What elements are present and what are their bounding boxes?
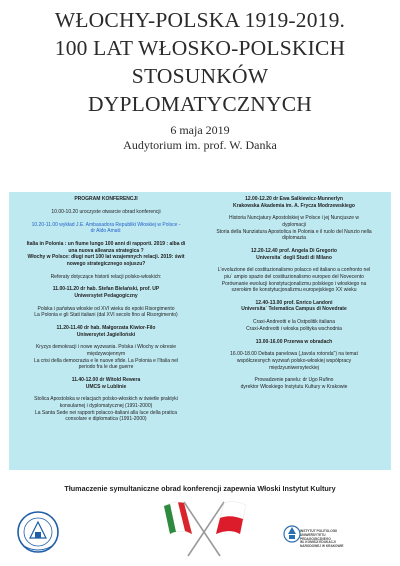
program-line: Kryzys demokracji i nowe wyzwania. Polska i Włochy w okresie [35,344,177,351]
program-line: Włochy w Polsce: długi nurt 100 lat wzajemnych relacji. 2019: świt [27,254,185,261]
institute-logo-line: INSTYTUT POLITOLOGII [300,529,337,533]
program-item [203,319,385,332]
program-item [203,267,385,293]
program-line: Historia Nuncjatury Apostolskiej w Polsce i jej Nuncjusze w [228,215,360,222]
program-line: Craxi-Andreotti e la Ostpolitik italiana [253,319,335,326]
program-item [203,248,385,261]
event-date: 6 maja 2019 [170,123,230,137]
event-venue: Audytorium im. prof. W. Danka [123,138,277,152]
program-line: Uniwersytet Jagielloński [76,331,136,338]
program-line: Polska i państwa włoskie od XVI wieku do epoki Risorgimento [37,305,175,312]
institute-logo-line: IM. KOMISJI EDUKACJI NARODOWEJ W KRAKOWIE [300,540,344,549]
program-line: międzywojennym [86,351,126,357]
program-line: una nuova alleanza strategica ? [68,247,144,254]
program-item: Referaty dotyczące historii relacji polsko-włoskich: [50,273,162,280]
title-line-1: WŁOCHY-POLSKA 1919-2019. [54,8,346,32]
program-line: Stolica Apostolska w relacjach polsko-włoskich w świetle praktyki [34,396,178,403]
program-item [203,351,385,371]
university-emblem-logo [14,508,62,556]
program-item [15,286,197,299]
program-line: consolare e diplomatica (1991-2000) [65,416,147,423]
program-line: Porównanie ewolucji konstytucjonalizmu polskiego i włoskiego na [221,280,367,287]
program-line: 12.40-13.00 prof. Enrico Landoni [255,299,333,306]
program-item [203,215,385,241]
program-line: L'evoluzione del costituzionalismo polacco ed italiano a confronto nel [217,267,371,274]
program-line: Krakowska Akademia im. A. Frycza Modrzewskiego [233,202,355,209]
program-item [15,344,197,370]
title-line-2: 100 LAT WŁOSKO-POLSKICH [54,36,346,60]
institute-logo-text [300,530,352,549]
program-line: UMCS w Lublinie [85,383,127,390]
program-line: 10.20-11.00 wykład J.E. Ambasadora Republiki Włoskiej w Polsce - [31,221,181,228]
institute-logo-line: UNIWERSYTETU PEDAGOGICZNEGO [300,532,331,541]
program-line: Storia della Nunziatura Apostolica in Polonia e il ruolo del Nunzio nella [216,228,372,235]
program-heading: PROGRAM KONFERENCJI [74,196,138,202]
program-item [203,377,385,390]
program-line: 11.00-11.20 dr hab. Stefan Bielański, prof. UP [52,286,160,293]
program-line: piu` ampio spazio del costituzionalismo europeo del Novecento [224,273,364,280]
italy-poland-flags-icon [158,494,250,558]
translation-note: Tłumaczenie symultaniczne obrad konferencji zapewnia Włoski Instytut Kultury [64,484,336,493]
program-line: La Santa Sede nei rapporti polacco-italiani alla luce della pratica [34,409,178,416]
program-line: dyplomacji [282,221,306,228]
program-line: 16.00-18.00 Debata panelowa („tavola rotonda") na temat [230,351,358,358]
program-line: Prowadzenie panelu: dr Ugo Rufino [254,377,334,384]
program-line: 12.00-12.20 dr Ewa Salkiewicz-Munnerlyn [245,196,343,202]
program-line: La Polonia e gli Stati italiani (dal XVI secolo fino al Risorgimento) [34,312,178,319]
program-line: Universita` Telematica Campus di Novedrate [241,306,347,313]
program-line: La crisi della democrazia e le nuove sfide. La Polonia e l'Italia nel [33,357,179,364]
program-item [15,377,197,390]
program-line: Uniwersytet Pedagogiczny [74,292,138,299]
program-line: diplomazia [282,235,306,242]
program-left-column [15,196,197,429]
program-line: 12.20-12.40 prof. Angela Di Gregorio [251,247,337,254]
program-panel [9,192,391,470]
program-line: nowego strategicznego sojuszu? [66,260,146,267]
program-item [15,306,197,319]
program-item [15,325,197,338]
program-line: Italia in Polonia : un fiume lungo 100 anni di rapporti. 2019 : alba di [26,240,186,247]
program-right-column [203,196,385,397]
title-line-4: DYPLOMATYCZNYCH [88,92,312,116]
program-line: międzyuniwersyteckiej [269,364,319,371]
program-line: Craxi-Andreotti i włoska polityka wschodnia [246,325,342,332]
title-line-3: STOSUNKÓW [131,64,269,88]
program-item: 13.00-16.00 Przerwa w obradach [255,338,333,345]
program-line: dr Aldo Amati: [90,228,122,235]
title-block [0,6,400,153]
program-item: 10.00-10.20 uroczyste otwarcie obrad konferencji [51,208,161,215]
program-line: Universita` degli Studi di Milano [256,254,332,261]
program-item [203,300,385,313]
program-line: 11.40-12.00 dr Witold Rewera [71,376,141,383]
program-item [15,222,197,235]
program-line: konsularnej i dyplomatycznej (1991-2000) [59,402,153,409]
program-line: szerokim tle konstytucjonalizmu europejskiego XX wieku [231,287,357,294]
program-line: dyrektor Włoskiego Instytutu Kultury w Krakowie [240,383,348,390]
program-item [203,196,385,209]
program-item [15,241,197,267]
program-line: periodo fra le due guerre [78,364,134,371]
program-line: 11.20-11.40 dr hab. Małgorzata Kiwior-Filo [56,325,156,332]
program-line: współczesnych wyzwań polsko-włoskiej współpracy [236,358,352,364]
program-item [15,396,197,422]
